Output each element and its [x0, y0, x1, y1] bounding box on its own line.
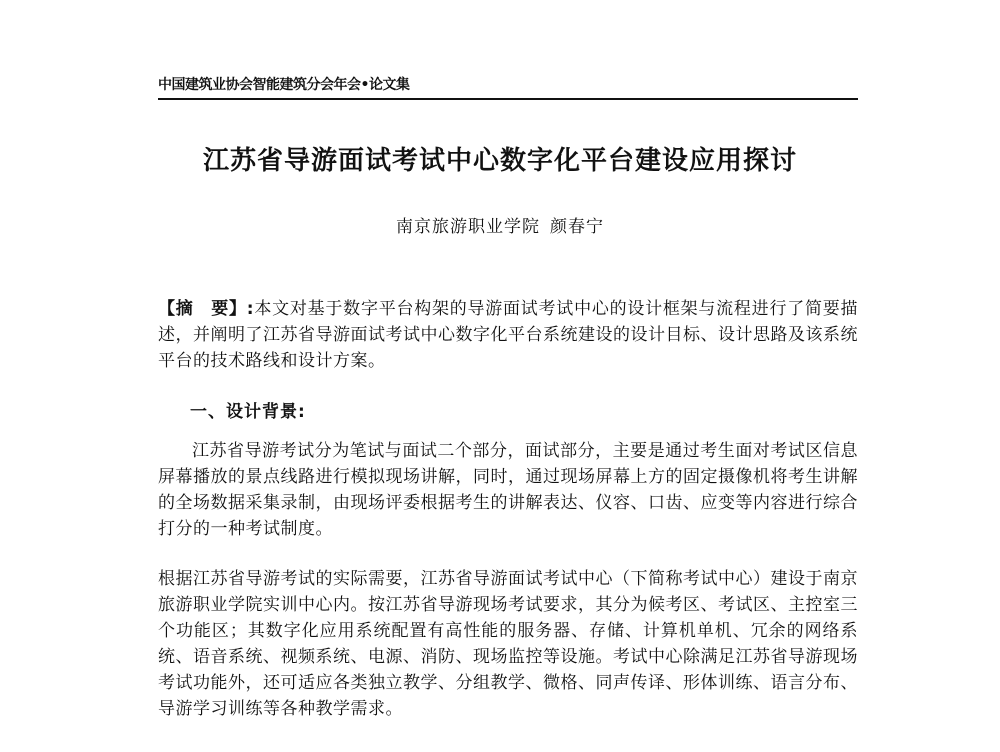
author-line	[0, 212, 1000, 237]
section-heading: 一、设计背景:	[190, 402, 306, 422]
author-affiliation: 南京旅游职业学院	[396, 217, 540, 237]
abstract-label: 【摘 要】:	[158, 299, 255, 319]
body-paragraph-2: 根据江苏省导游考试的实际需要，江苏省导游面试考试中心（下简称考试中心）建设于南京旅游职业学院实训中心内。按江苏省导游现场考试要求，其分为候考区、考试区、主控室三个功能区；其数字化应用系统配置有高性能的服务器、存储、计算机单机、冗余的网络系统、语音系统、视频系统、电源、消防、现场监控等设施。考试中心除满足江苏省导游现场考试功能外，还可适应各类独立教学、分组教学、微格、同声传译、形体训练、语言分布、导游学习训练等各种教学需求。	[158, 569, 858, 719]
body-paragraph-1: 江苏省导游考试分为笔试与面试二个部分，面试部分，主要是通过考生面对考试区信息屏幕播放的景点线路进行模拟现场讲解，同时，通过现场屏幕上方的固定摄像机将考生讲解的全场数据采集录制，由现场评委根据考生的讲解表达、仪容、口齿、应变等内容进行综合打分的一种考试制度。	[158, 441, 858, 539]
running-header: 中国建筑业协会智能建筑分会年会•论文集	[158, 76, 858, 100]
paper-title: 江苏省导游面试考试中心数字化平台建设应用探讨	[202, 146, 797, 176]
author-name: 颜春宁	[550, 217, 604, 237]
abstract-text: 本文对基于数字平台构架的导游面试考试中心的设计框架与流程进行了简要描述，并阐明了江苏省导游面试考试中心数字化平台系统建设的设计目标、设计思路及该系统平台的技术路线和设计方案。	[158, 299, 858, 371]
abstract	[158, 296, 858, 374]
